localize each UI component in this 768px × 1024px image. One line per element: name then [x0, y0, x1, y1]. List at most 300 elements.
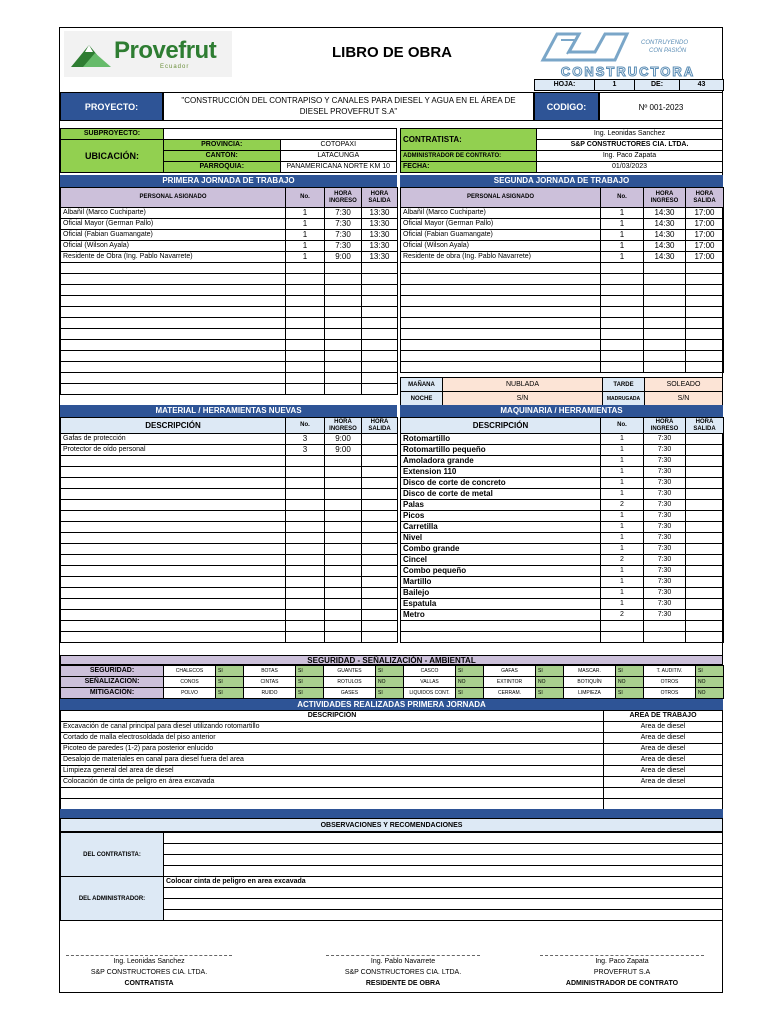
item-value: 1 [601, 219, 644, 230]
table-row [61, 577, 398, 588]
seguridad-item: OTROS [644, 688, 696, 699]
table-row [401, 588, 724, 599]
item-value: 7:30 [644, 588, 686, 599]
item-value [286, 621, 325, 632]
column-header: HORA INGRESO [325, 188, 362, 208]
seguridad-check: SI [536, 688, 564, 699]
table-row [61, 799, 723, 810]
item-value [601, 632, 644, 643]
item-value [362, 544, 398, 555]
fecha-value: 01/03/2023 [537, 162, 723, 173]
item-value: 13:30 [362, 208, 398, 219]
item-value: 1 [286, 241, 325, 252]
obs-admin-label: DEL ADMINISTRADOR: [61, 877, 164, 921]
item-description [61, 544, 286, 555]
item-value [286, 329, 325, 340]
item-value [286, 489, 325, 500]
item-value: 2 [601, 610, 644, 621]
seguridad-check: SI [296, 666, 324, 677]
item-value: 7:30 [644, 599, 686, 610]
tarde-value: SOLEADO [645, 378, 723, 392]
table-row [401, 522, 724, 533]
item-value [362, 274, 398, 285]
activity-area: Area de diesel [604, 733, 723, 744]
item-description [61, 632, 286, 643]
item-description: Residente de obra (Ing. Pablo Navarrete) [401, 252, 601, 263]
item-value: 17:00 [686, 241, 724, 252]
constructora-tagline-2: CON PASIÓN [649, 48, 687, 54]
maquinaria-table [400, 417, 724, 643]
seguridad-check: SI [696, 666, 724, 677]
item-value: 7:30 [644, 544, 686, 555]
item-description [61, 500, 286, 511]
table-row [61, 544, 398, 555]
item-value [601, 307, 644, 318]
item-description: Albañil (Marco Cuchiparte) [401, 208, 601, 219]
item-value [286, 296, 325, 307]
seguridad-item: POLVO [164, 688, 216, 699]
page-title: LIBRO DE OBRA [332, 44, 452, 61]
item-description [61, 511, 286, 522]
item-value [286, 373, 325, 384]
table-row [401, 511, 724, 522]
item-value: 1 [601, 467, 644, 478]
item-value [601, 351, 644, 362]
activity-description: Desalojo de materiales en canal para diesel fuera del area [61, 755, 604, 766]
manana-label: MAÑANA [401, 378, 443, 392]
item-description: Oficial Mayor (German Pallo) [401, 219, 601, 230]
item-value [601, 329, 644, 340]
column-header: No. [601, 418, 644, 434]
item-value [686, 621, 724, 632]
primera-jornada-title: PRIMERA JORNADA DE TRABAJO [60, 175, 397, 187]
column-header: No. [601, 188, 644, 208]
obs-contratista-line [164, 866, 723, 877]
item-description [401, 329, 601, 340]
seguridad-item: RUIDO [244, 688, 296, 699]
item-value [644, 285, 686, 296]
item-value [686, 577, 724, 588]
provefrut-logo [64, 31, 232, 77]
item-description: Extension 110 [401, 467, 601, 478]
obs-contratista-line [164, 855, 723, 866]
activity-area [604, 788, 723, 799]
seguridad-check: SI [216, 666, 244, 677]
item-description [61, 340, 286, 351]
table-row [401, 329, 724, 340]
table-row [401, 478, 724, 489]
item-description: Residente de Obra (Ing. Pablo Navarrete) [61, 252, 286, 263]
table-row [61, 434, 398, 445]
item-description [61, 373, 286, 384]
item-value [686, 599, 724, 610]
item-description [61, 318, 286, 329]
table-row [401, 555, 724, 566]
signer-role: RESIDENTE DE OBRA [365, 980, 441, 987]
item-value [286, 384, 325, 395]
item-value [325, 263, 362, 274]
table-row [61, 274, 398, 285]
item-value [325, 500, 362, 511]
item-value [686, 329, 724, 340]
item-value [686, 544, 724, 555]
signature-block [322, 955, 484, 989]
table-row [401, 632, 724, 643]
material-table [60, 417, 398, 643]
item-description [61, 263, 286, 274]
signer-role: CONTRATISTA [124, 980, 174, 987]
obs-contratista-line [164, 833, 723, 844]
table-row [401, 318, 724, 329]
subproyecto-label: SUBPROYECTO: [61, 129, 164, 140]
tarde-label: TARDE [603, 378, 645, 392]
item-value [601, 285, 644, 296]
table-row [401, 274, 724, 285]
table-row [61, 296, 398, 307]
maquinaria-title: MAQUINARIA / HERRAMIENTAS [400, 405, 723, 417]
constructora-logo [537, 30, 721, 78]
table-row [61, 777, 723, 788]
item-value: 13:30 [362, 241, 398, 252]
item-value [644, 621, 686, 632]
item-value: 1 [601, 522, 644, 533]
table-row [61, 285, 398, 296]
seguridad-check: NO [696, 688, 724, 699]
item-value: 17:00 [686, 230, 724, 241]
item-value [686, 610, 724, 621]
item-description: Carretilla [401, 522, 601, 533]
item-value: 7:30 [644, 577, 686, 588]
table-row [401, 544, 724, 555]
item-value: 1 [601, 252, 644, 263]
item-description: Espatula [401, 599, 601, 610]
item-value: 7:30 [644, 478, 686, 489]
item-value [362, 307, 398, 318]
item-value [325, 362, 362, 373]
item-value [362, 329, 398, 340]
item-description [61, 588, 286, 599]
table-row [61, 456, 398, 467]
item-value [325, 511, 362, 522]
codigo-label: CODIGO: [534, 92, 599, 121]
table-row [401, 489, 724, 500]
item-value: 7:30 [644, 456, 686, 467]
obs-admin-note: Colocar cinta de peligro en area excavada [164, 877, 723, 888]
sheet-counter [534, 79, 724, 91]
item-value [644, 307, 686, 318]
item-value [644, 296, 686, 307]
item-value [362, 373, 398, 384]
table-row [401, 610, 724, 621]
actividades-table [60, 710, 723, 810]
item-value [286, 511, 325, 522]
item-value [686, 555, 724, 566]
seguridad-row [61, 677, 724, 688]
seguridad-check: SI [216, 688, 244, 699]
hoja-value: 1 [595, 80, 635, 91]
item-value [325, 588, 362, 599]
item-value [325, 456, 362, 467]
seguridad-check: SI [616, 688, 644, 699]
signer-name: Ing. Leonidas Sanchez [113, 958, 185, 965]
table-row [401, 340, 724, 351]
item-value [644, 362, 686, 373]
item-value [686, 456, 724, 467]
item-value: 7:30 [644, 555, 686, 566]
obs-contratista-line [164, 844, 723, 855]
item-value [325, 384, 362, 395]
seguridad-item: GASES [324, 688, 376, 699]
table-row [61, 533, 398, 544]
item-value [362, 566, 398, 577]
seguridad-item: ROTULOS [324, 677, 376, 688]
item-value [325, 577, 362, 588]
table-row [61, 766, 723, 777]
item-description [401, 340, 601, 351]
table-row [61, 241, 398, 252]
item-value [686, 566, 724, 577]
item-value [286, 533, 325, 544]
column-header: HORA INGRESO [644, 418, 686, 434]
mountain-logo-icon [69, 41, 113, 69]
item-value [644, 329, 686, 340]
table-row [61, 208, 398, 219]
seguridad-item: LIMPIEZA [564, 688, 616, 699]
item-description: Metro [401, 610, 601, 621]
item-value [325, 285, 362, 296]
table-row [401, 362, 724, 373]
de-label: DE: [635, 80, 680, 91]
contract-table [400, 128, 723, 173]
item-value [286, 566, 325, 577]
item-description [401, 351, 601, 362]
column-header: HORA SALIDA [362, 418, 398, 434]
table-row [61, 500, 398, 511]
item-value [601, 296, 644, 307]
item-description [61, 456, 286, 467]
seguridad-item: LIQUIDOS CONT. [404, 688, 456, 699]
contratista-name: Ing. Leonidas Sanchez [537, 129, 723, 140]
item-value [362, 588, 398, 599]
item-description: Albañil (Marco Cuchiparte) [61, 208, 286, 219]
table-row [401, 467, 724, 478]
table-row [61, 610, 398, 621]
table-row [61, 445, 398, 456]
obs-admin-line [164, 899, 723, 910]
table-row [401, 577, 724, 588]
column-header: No. [286, 188, 325, 208]
item-description [61, 610, 286, 621]
item-description [61, 296, 286, 307]
item-value [644, 632, 686, 643]
item-value: 7:30 [325, 219, 362, 230]
item-value [286, 340, 325, 351]
item-value [362, 522, 398, 533]
item-description [61, 384, 286, 395]
activity-area: Area de diesel [604, 766, 723, 777]
activity-description [61, 788, 604, 799]
seguridad-item: CASCO [404, 666, 456, 677]
item-value: 7:30 [644, 566, 686, 577]
table-row [401, 566, 724, 577]
item-value [644, 318, 686, 329]
activity-description: Limpieza general del area de diesel [61, 766, 604, 777]
item-value [325, 373, 362, 384]
item-value [362, 621, 398, 632]
madrugada-label: MADRUGADA [603, 392, 645, 406]
item-value [325, 340, 362, 351]
subproyecto-value [164, 129, 397, 140]
item-description [61, 362, 286, 373]
table-row [61, 384, 398, 395]
seguridad-check: NO [456, 677, 484, 688]
table-row [61, 340, 398, 351]
table-row [401, 500, 724, 511]
signature-block [536, 955, 708, 989]
segunda-jornada-title: SEGUNDA JORNADA DE TRABAJO [400, 175, 723, 187]
item-value [362, 610, 398, 621]
item-value [286, 362, 325, 373]
item-value [686, 632, 724, 643]
item-value [362, 555, 398, 566]
seguridad-check: NO [696, 677, 724, 688]
constructora-tagline-1: CONTRUYENDO [641, 40, 689, 46]
noche-label: NOCHE [401, 392, 443, 406]
item-description: Oficial (Wilson Ayala) [401, 241, 601, 252]
item-value [686, 434, 724, 445]
item-value: 1 [601, 478, 644, 489]
item-value: 14:30 [644, 241, 686, 252]
item-value: 1 [601, 208, 644, 219]
item-description [61, 599, 286, 610]
item-value [686, 478, 724, 489]
seguridad-title: SEGURIDAD - SEÑALIZACIÓN - AMBIENTAL [60, 655, 723, 665]
item-value [362, 500, 398, 511]
item-description [401, 263, 601, 274]
item-value [286, 555, 325, 566]
item-value: 13:30 [362, 252, 398, 263]
constructora-emblem-icon [539, 30, 631, 64]
table-row [61, 599, 398, 610]
signer-company: S&P CONSTRUCTORES CIA. LTDA. [90, 969, 208, 976]
proyecto-value: "CONSTRUCCIÓN DEL CONTRAPISO Y CANALES PARA DIESEL Y AGUA EN EL ÁREA DE DIESEL PROVEFRUT S.A" [163, 92, 534, 121]
primera-jornada-table [60, 187, 398, 395]
activity-area [604, 799, 723, 810]
item-value [325, 318, 362, 329]
item-value [601, 318, 644, 329]
table-row [401, 307, 724, 318]
activity-description: Excavación de canal principal para diesel utilizando rotomartillo [61, 722, 604, 733]
column-header: HORA SALIDA [362, 188, 398, 208]
column-header: DESCRIPCIÓN [61, 418, 286, 434]
activity-description [61, 799, 604, 810]
item-value [325, 467, 362, 478]
column-header: PERSONAL ASIGNADO [401, 188, 601, 208]
activity-area: Area de diesel [604, 722, 723, 733]
item-value [362, 467, 398, 478]
item-value: 7:30 [644, 511, 686, 522]
item-value: 7:30 [644, 522, 686, 533]
item-value [686, 511, 724, 522]
seguridad-item: OTROS [644, 677, 696, 688]
item-value [286, 263, 325, 274]
table-row [61, 219, 398, 230]
observaciones-bar [60, 809, 723, 818]
item-value: 7:30 [325, 230, 362, 241]
table-row [61, 489, 398, 500]
item-description: Oficial (Wilson Ayala) [61, 241, 286, 252]
activity-area: Area de diesel [604, 777, 723, 788]
item-value: 7:30 [325, 208, 362, 219]
item-value [601, 362, 644, 373]
weather-table [400, 377, 723, 406]
seguridad-check: SI [376, 688, 404, 699]
table-row [401, 252, 724, 263]
item-description: Cincel [401, 555, 601, 566]
item-value [686, 274, 724, 285]
table-row [61, 788, 723, 799]
item-value: 3 [286, 445, 325, 456]
obs-contratista-label: DEL CONTRATISTA: [61, 833, 164, 877]
item-value [286, 577, 325, 588]
item-value [286, 478, 325, 489]
seguridad-check: SI [216, 677, 244, 688]
contratista-label: CONTRATISTA: [401, 129, 537, 151]
table-row [401, 219, 724, 230]
table-row [401, 285, 724, 296]
codigo-value: Nº 001-2023 [599, 92, 723, 121]
segunda-jornada-table [400, 187, 724, 373]
item-value: 7:30 [644, 445, 686, 456]
item-value [362, 340, 398, 351]
item-value [325, 296, 362, 307]
item-description [401, 307, 601, 318]
item-description: Rotomartillo [401, 434, 601, 445]
column-header: HORA SALIDA [686, 188, 724, 208]
item-value [686, 362, 724, 373]
item-description: Oficial Mayor (German Pallo) [61, 219, 286, 230]
item-description: Amoladora grande [401, 456, 601, 467]
item-value [686, 340, 724, 351]
item-value: 1 [601, 533, 644, 544]
seguridad-check: SI [456, 666, 484, 677]
item-description [61, 351, 286, 362]
item-value [362, 599, 398, 610]
item-description [61, 467, 286, 478]
observaciones-title: OBSERVACIONES Y RECOMENDACIONES [60, 818, 723, 832]
item-value: 1 [601, 456, 644, 467]
item-value [362, 263, 398, 274]
signer-role: ADMINISTRADOR DE CONTRATO [565, 980, 679, 987]
item-value [325, 307, 362, 318]
item-value [686, 285, 724, 296]
item-description: Combo grande [401, 544, 601, 555]
item-value [362, 533, 398, 544]
item-description [401, 296, 601, 307]
table-row [61, 362, 398, 373]
item-description: Gafas de protección [61, 434, 286, 445]
item-value [362, 632, 398, 643]
item-value [601, 621, 644, 632]
item-value [362, 445, 398, 456]
item-value: 1 [601, 241, 644, 252]
item-value [362, 384, 398, 395]
seguridad-check: SI [296, 688, 324, 699]
activity-area: Area de diesel [604, 755, 723, 766]
item-description [61, 489, 286, 500]
observaciones-table [60, 832, 723, 921]
item-value [325, 544, 362, 555]
